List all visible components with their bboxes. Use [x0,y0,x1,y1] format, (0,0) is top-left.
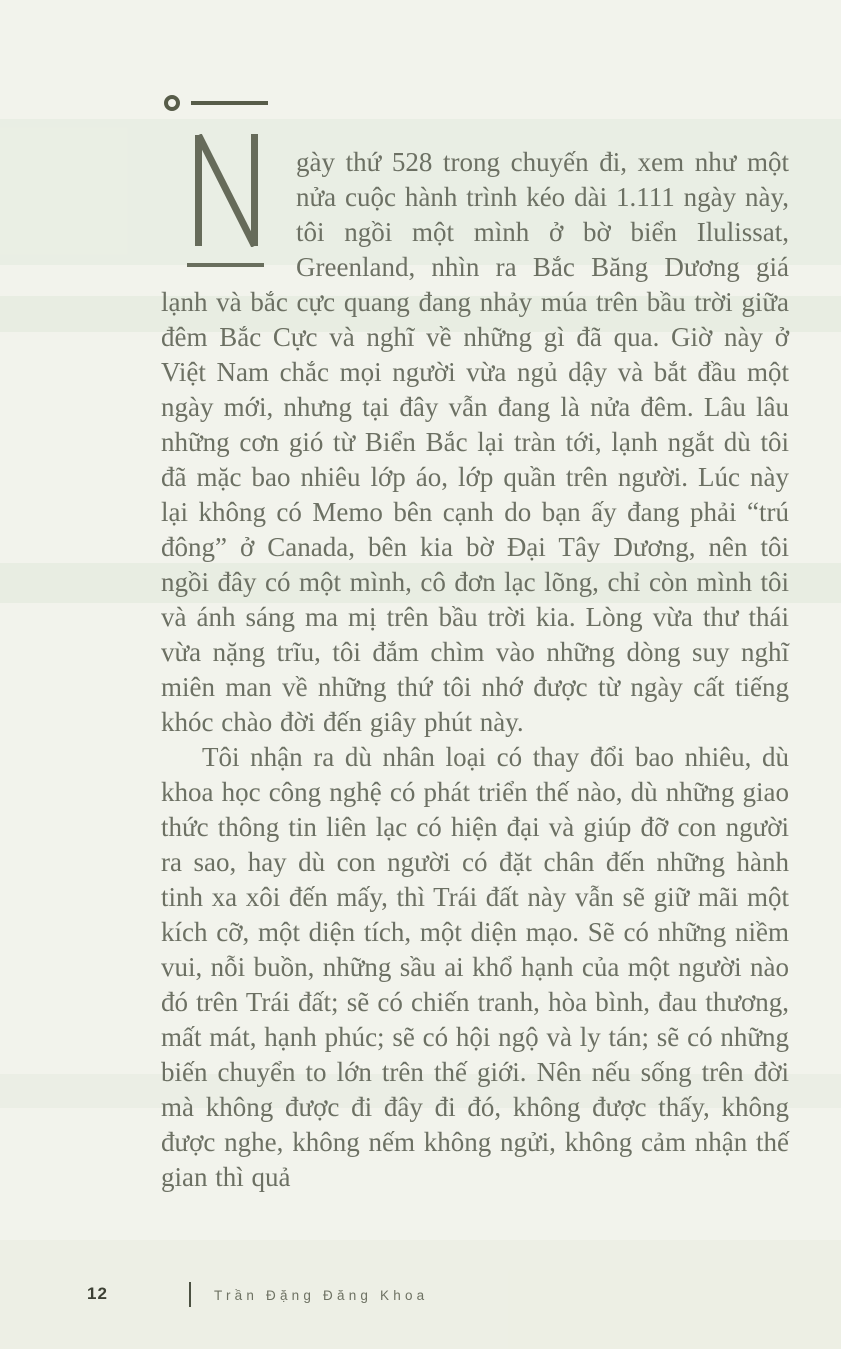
paragraph-first [161,145,789,740]
paragraph-first-text: gày thứ 528 trong chuyến đi, xem như một nửa cuộc hành trình kéo dài 1.111 ngày này, tôi ngồi một mình ở bờ biển Ilulissat, Greenland, nhìn ra Bắc Băng Dương giá lạnh và bắc cực quang đang nhảy múa trên bầu trời giữa đêm Bắc Cực và nghĩ về những gì đã qua. Giờ này ở Việt Nam chắc mọi người vừa ngủ dậy và bắt đầu một ngày mới, nhưng tại đây vẫn đang là nửa đêm. Lâu lâu những cơn gió từ Biển Bắc lại tràn tới, lạnh ngắt dù tôi đã mặc bao nhiêu lớp áo, lớp quần trên người. Lúc này lại không có Memo bên cạnh do bạn ấy đang phải “trú đông” ở Canada, bên kia bờ Đại Tây Dương, nên tôi ngồi đây có một mình, cô đơn lạc lõng, chỉ còn mình tôi và ánh sáng ma mị trên bầu trời kia. Lòng vừa thư thái vừa nặng trĩu, tôi đắm chìm vào những dòng suy nghĩ miên man về những thứ tôi nhớ được từ ngày cất tiếng khóc chào đời đến giây phút này. [161,147,789,737]
drop-cap-underline [187,263,264,267]
drop-cap-letter [161,145,162,146]
ornament-rule [191,101,268,105]
footer-separator-bar [189,1282,191,1307]
drop-cap-letter-n-icon [195,134,258,247]
drop-cap [161,145,296,285]
footer-author: Trần Đặng Đăng Khoa [214,1288,429,1303]
page-body [161,145,789,1195]
page-footer [0,1280,841,1312]
ring-icon [164,95,180,111]
page-number: 12 [87,1284,108,1303]
paragraph-second-text: Tôi nhận ra dù nhân loại có thay đổi bao nhiêu, dù khoa học công nghệ có phát triển thế nào, dù những giao thức thông tin liên lạc có hiện đại và giúp đỡ con người ra sao, hay dù con người có đặt chân đến những hành tinh xa xôi đến mấy, thì Trái đất này vẫn sẽ giữ mãi một kích cỡ, một diện tích, một diện mạo. Sẽ có những niềm vui, nỗi buồn, những sầu ai khổ hạnh của một người nào đó trên Trái đất; sẽ có chiến tranh, hòa bình, đau thương, mất mát, hạnh phúc; sẽ có hội ngộ và ly tán; sẽ có những biến chuyển to lớn trên thế giới. Nên nếu sống trên đời mà không được đi đây đi đó, không được thấy, không được nghe, không nếm không ngửi, không cảm nhận thế gian thì quả [161,742,789,1192]
chapter-ornament [164,95,268,111]
paragraph-second [161,740,789,1195]
